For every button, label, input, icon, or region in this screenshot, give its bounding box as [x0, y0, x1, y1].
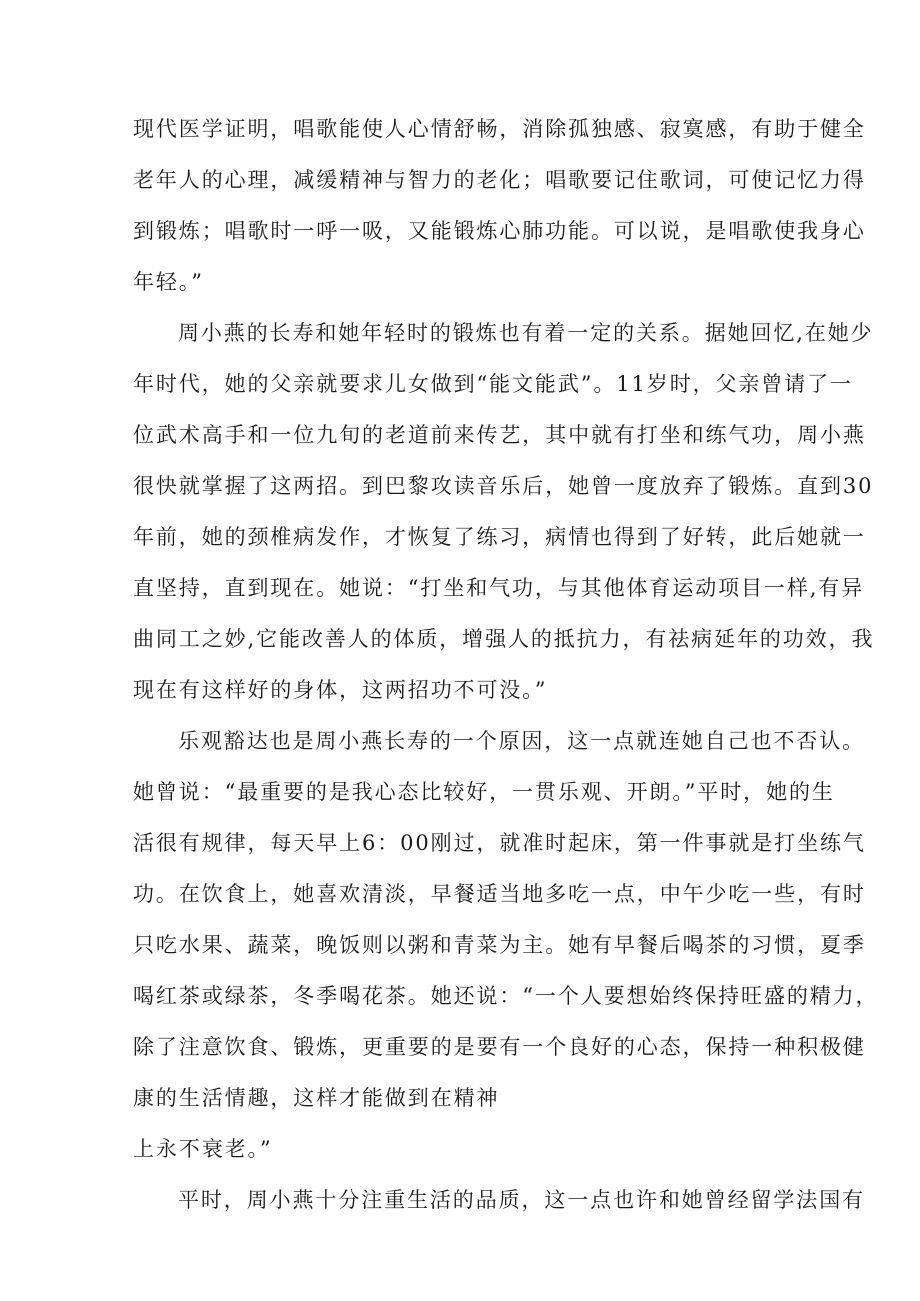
- text-line: 年时代，她的父亲就要求儿女做到“能文能武”。11岁时，父亲曾请了一: [133, 372, 853, 396]
- text-line: 位武术高手和一位九旬的老道前来传艺，其中就有打坐和练气功，周小燕: [133, 423, 866, 447]
- paragraph-first-line: 周小燕的长寿和她年轻时的锻炼也有着一定的关系。据她回忆,在她少: [178, 321, 874, 345]
- text-line: 很快就掌握了这两招。到巴黎攻读音乐后，她曾一度放弃了锻炼。直到30: [133, 474, 874, 498]
- text-line: 康的生活情趣，这样才能做到在精神: [133, 1086, 500, 1110]
- text-line: 直坚持，直到现在。她说：“打坐和气功，与其他体育运动项目一样,有异: [133, 576, 865, 600]
- text-line: 现在有这样好的身体，这两招功不可没。”: [133, 678, 548, 702]
- paragraph-first-line: 乐观豁达也是周小燕长寿的一个原因，这一点就连她自己也不否认。: [178, 729, 865, 753]
- text-line: 曲同工之妙,它能改善人的体质，增强人的抵抗力，有祛病延年的功效，我: [133, 627, 875, 651]
- text-line: 她曾说：“最重要的是我心态比较好，一贯乐观、开朗。”平时，她的生: [133, 780, 835, 804]
- text-line: 年轻。”: [133, 270, 204, 294]
- text-line: 喝红茶或绿茶，冬季喝花茶。她还说：“一个人要想始终保持旺盛的精力，: [133, 984, 879, 1008]
- text-line: 除了注意饮食、锻炼，更重要的是要有一个良好的心态，保持一种积极健: [133, 1035, 866, 1059]
- text-line: 年前，她的颈椎病发作，才恢复了练习，病情也得到了好转，此后她就一: [133, 525, 866, 549]
- text-line: 老年人的心理，减缓精神与智力的老化；唱歌要记住歌词，可使记忆力得: [133, 168, 866, 192]
- text-line: 到锻炼；唱歌时一呼一吸，又能锻炼心肺功能。可以说，是唱歌使我身心: [133, 219, 866, 243]
- text-line: 活很有规律，每天早上6：00刚过，就准时起床，第一件事就是打坐练气: [133, 831, 866, 855]
- text-line: 功。在饮食上，她喜欢清淡，早餐适当地多吃一点，中午少吃一些，有时: [133, 882, 866, 906]
- text-line: 上永不衰老。”: [133, 1137, 273, 1161]
- text-line: 现代医学证明，唱歌能使人心情舒畅，消除孤独感、寂寞感，有助于健全: [133, 117, 866, 141]
- text-line: 只吃水果、蔬菜，晚饭则以粥和青菜为主。她有早餐后喝茶的习惯，夏季: [133, 933, 866, 957]
- paragraph-first-line: 平时，周小燕十分注重生活的品质，这一点也许和她曾经留学法国有: [178, 1188, 865, 1212]
